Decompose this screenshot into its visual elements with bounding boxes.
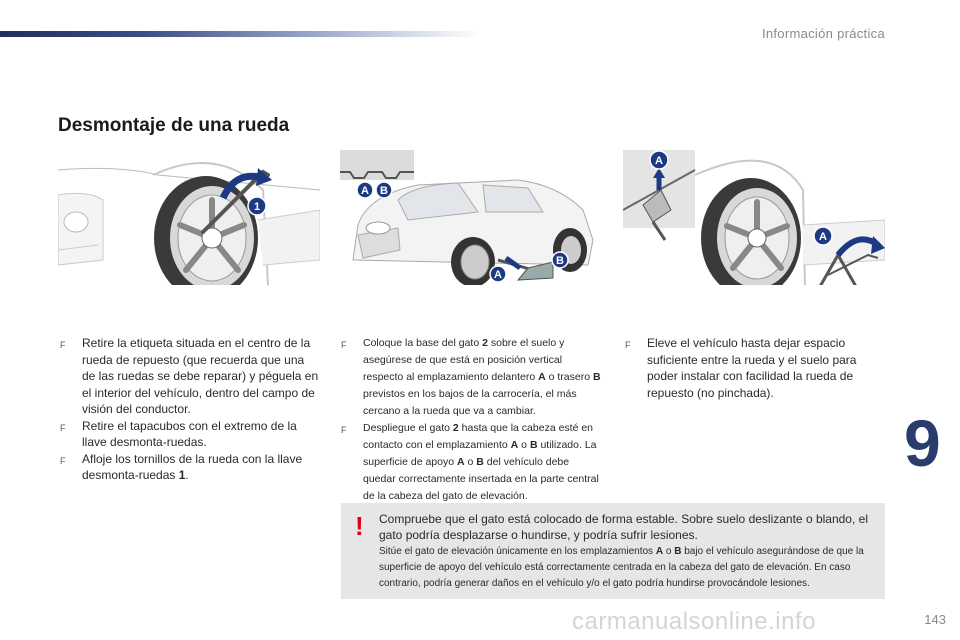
instructions-column-3 xyxy=(625,335,875,401)
chapter-number: 9 xyxy=(904,406,941,480)
bullet-icon: F xyxy=(625,340,631,350)
list-item xyxy=(341,420,603,505)
step-text: sobre el suelo y asegúrese de que está en posición vertical respecto al emplazamiento delantero xyxy=(363,337,565,383)
list-item xyxy=(60,335,320,418)
watermark: carmanualsonline.info xyxy=(572,608,816,635)
ref-2: 2 xyxy=(482,337,488,349)
list-item xyxy=(60,418,320,451)
warning-box xyxy=(341,503,885,599)
callout-a: A xyxy=(494,269,502,281)
step-text: Retire el tapacubos con el extremo de la llave desmonta-ruedas. xyxy=(82,418,297,449)
illustration-raise-vehicle xyxy=(623,150,885,285)
list-item xyxy=(341,335,603,420)
bullet-icon: F xyxy=(341,425,347,435)
step-text: Retire la etiqueta situada en el centro de la rueda de repuesto (que recuerda que una de las ruedas se debe reparar) y péguela en el interior del vehículo, dentro del campo de visión del conductor. xyxy=(82,336,319,416)
list-item xyxy=(60,451,320,484)
ref-a: A xyxy=(655,546,664,557)
ref-2: 2 xyxy=(452,422,459,434)
step-text: Coloque la base del gato xyxy=(363,337,483,349)
ref-a: A xyxy=(510,439,519,451)
ref-a: A xyxy=(538,371,546,383)
step-text: o trasero xyxy=(545,371,593,383)
callout-a-detail: A xyxy=(655,155,663,167)
step-text: o xyxy=(518,439,530,451)
callout-b-top: B xyxy=(380,185,388,197)
warning-detail-text xyxy=(379,544,879,592)
callout-1: 1 xyxy=(253,201,261,213)
step-text-end: . xyxy=(185,468,189,482)
bullet-icon: F xyxy=(60,422,66,433)
step-text: del vehículo debe quedar correctamente insertada en la parte central de la cabeza del gato de elevación. xyxy=(363,456,599,502)
warning-text: Sitúe el gato de elevación únicamente en los emplazamientos xyxy=(379,546,656,557)
illustration-car-jack-points xyxy=(338,150,600,285)
ref-b: B xyxy=(592,371,601,383)
header-gradient-bar xyxy=(0,31,480,37)
instructions-column-1 xyxy=(60,335,320,484)
ref-b: B xyxy=(529,439,538,451)
page-number: 143 xyxy=(924,612,946,627)
ref-1: 1 xyxy=(178,468,186,482)
ref-b: B xyxy=(674,546,682,557)
instructions-column-2 xyxy=(341,335,603,505)
warning-text: o xyxy=(663,546,675,557)
list-item xyxy=(625,335,875,401)
warning-icon: ! xyxy=(355,511,364,541)
step-text: o xyxy=(464,456,477,468)
bullet-icon: F xyxy=(60,455,66,466)
callout-a-top: A xyxy=(361,185,369,197)
callout-a-jack: A xyxy=(819,231,827,243)
step-text: utilizado. La superficie de apoyo xyxy=(363,439,597,468)
warning-main-text: Compruebe que el gato está colocado de forma estable. Sobre suelo deslizante o blando, el gato podría desplazarse o hundirse, y podría sufrir lesiones. xyxy=(379,512,868,542)
step-text: previstos en los bajos de la carrocería, el más cercano a la rueda que va a cambiar. xyxy=(363,388,577,417)
bullet-icon: F xyxy=(60,340,66,350)
ref-b: B xyxy=(476,456,484,468)
illustration-loosen-bolts xyxy=(58,150,320,285)
section-title: Información práctica xyxy=(761,26,885,41)
ref-a: A xyxy=(456,456,465,468)
callout-b: B xyxy=(556,255,564,267)
page-title: Desmontaje de una rueda xyxy=(58,115,290,136)
step-text: Eleve el vehículo hasta dejar espacio suficiente entre la rueda y el suelo para poder instalar con facilidad la rueda de repuesto (no pinchada). xyxy=(647,336,857,400)
step-text: Despliegue el gato xyxy=(363,422,453,434)
warning-text: bajo el vehículo asegurándose de que la superficie de apoyo del vehículo está correctamente centrada en la cabeza del gato de elevación. En caso contrario, podría generar daños en el vehículo y/o el gato podría hundirse provocándole lesiones. xyxy=(379,546,864,589)
step-text: Afloje los tornillos de la rueda con la llave desmonta-ruedas xyxy=(82,451,303,482)
step-text: hasta que la cabeza esté en contacto con el emplazamiento xyxy=(363,422,594,451)
bullet-icon: F xyxy=(341,340,347,350)
